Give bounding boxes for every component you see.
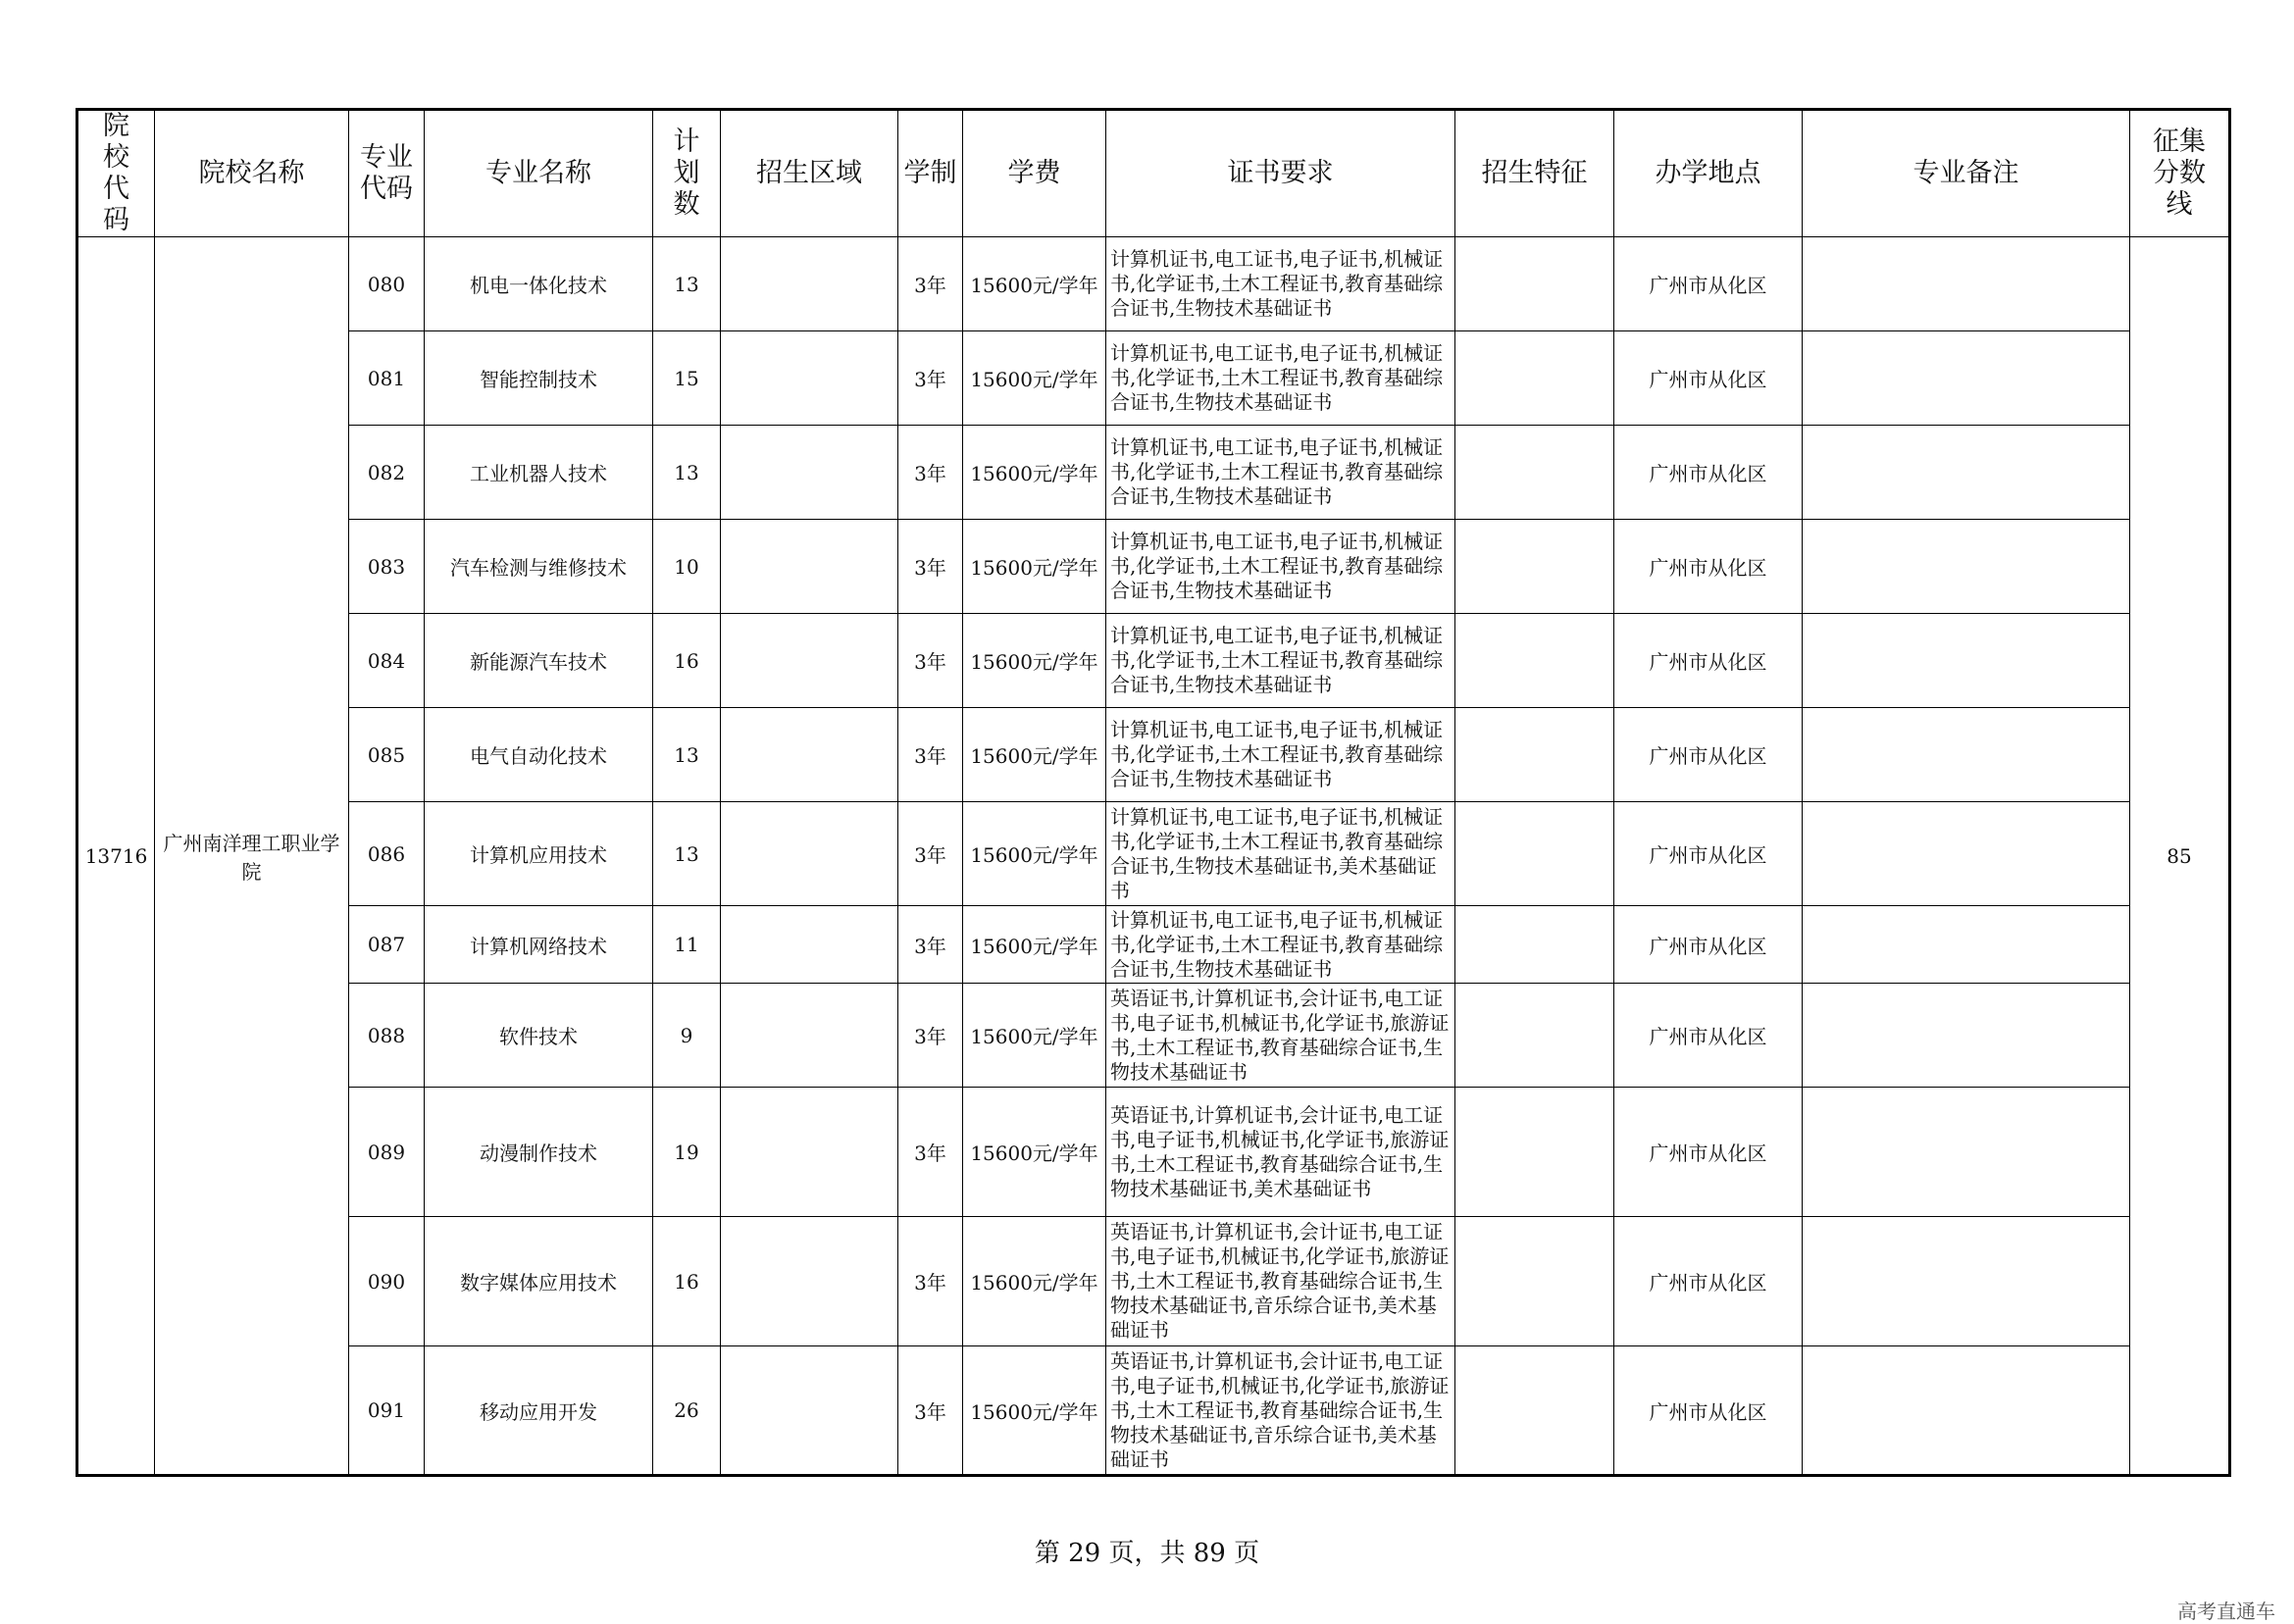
table-row bbox=[77, 1346, 2230, 1476]
duration-cell: 3年 bbox=[898, 984, 963, 1088]
major-code-cell: 082 bbox=[349, 426, 425, 520]
major-code-cell: 091 bbox=[349, 1346, 425, 1476]
header-duration: 学制 bbox=[898, 110, 963, 237]
cutoff-cell: 85 bbox=[2130, 237, 2230, 1476]
remark-cell bbox=[1803, 708, 2130, 802]
remark-cell bbox=[1803, 614, 2130, 708]
major-name-cell: 计算机网络技术 bbox=[425, 906, 653, 984]
location-cell: 广州市从化区 bbox=[1614, 614, 1803, 708]
table-body bbox=[77, 237, 2230, 1476]
tuition-cell: 15600元/学年 bbox=[963, 708, 1106, 802]
header-row bbox=[77, 110, 2230, 237]
feature-cell bbox=[1455, 331, 1614, 426]
certificate-cell: 英语证书,计算机证书,会计证书,电工证书,电子证书,机械证书,化学证书,旅游证书,土木工程证书,教育基础综合证书,生物技术基础证书,音乐综合证书,美术基础证书 bbox=[1106, 1217, 1455, 1346]
remark-cell bbox=[1803, 802, 2130, 906]
duration-cell: 3年 bbox=[898, 1346, 963, 1476]
feature-cell bbox=[1455, 520, 1614, 614]
location-cell: 广州市从化区 bbox=[1614, 802, 1803, 906]
tuition-cell: 15600元/学年 bbox=[963, 1217, 1106, 1346]
school-code-cell: 13716 bbox=[77, 237, 155, 1476]
header-region: 招生区域 bbox=[721, 110, 898, 237]
major-name-cell: 软件技术 bbox=[425, 984, 653, 1088]
major-code-cell: 090 bbox=[349, 1217, 425, 1346]
duration-cell: 3年 bbox=[898, 802, 963, 906]
region-cell bbox=[721, 1217, 898, 1346]
major-name-cell: 计算机应用技术 bbox=[425, 802, 653, 906]
table-row bbox=[77, 1217, 2230, 1346]
certificate-cell: 计算机证书,电工证书,电子证书,机械证书,化学证书,土木工程证书,教育基础综合证书,生物技术基础证书 bbox=[1106, 237, 1455, 331]
tuition-cell: 15600元/学年 bbox=[963, 984, 1106, 1088]
region-cell bbox=[721, 1346, 898, 1476]
remark-cell bbox=[1803, 984, 2130, 1088]
feature-cell bbox=[1455, 906, 1614, 984]
certificate-cell: 计算机证书,电工证书,电子证书,机械证书,化学证书,土木工程证书,教育基础综合证书,生物技术基础证书 bbox=[1106, 520, 1455, 614]
major-name-cell: 新能源汽车技术 bbox=[425, 614, 653, 708]
major-name-cell: 汽车检测与维修技术 bbox=[425, 520, 653, 614]
certificate-cell: 计算机证书,电工证书,电子证书,机械证书,化学证书,土木工程证书,教育基础综合证书,生物技术基础证书 bbox=[1106, 331, 1455, 426]
major-code-cell: 081 bbox=[349, 331, 425, 426]
region-cell bbox=[721, 984, 898, 1088]
feature-cell bbox=[1455, 1088, 1614, 1217]
duration-cell: 3年 bbox=[898, 1217, 963, 1346]
location-cell: 广州市从化区 bbox=[1614, 708, 1803, 802]
location-cell: 广州市从化区 bbox=[1614, 520, 1803, 614]
school-name-cell: 广州南洋理工职业学院 bbox=[155, 237, 349, 1476]
major-code-cell: 086 bbox=[349, 802, 425, 906]
plan-cell: 26 bbox=[653, 1346, 721, 1476]
feature-cell bbox=[1455, 984, 1614, 1088]
feature-cell bbox=[1455, 614, 1614, 708]
location-cell: 广州市从化区 bbox=[1614, 237, 1803, 331]
header-plan: 计划数 bbox=[653, 110, 721, 237]
tuition-cell: 15600元/学年 bbox=[963, 614, 1106, 708]
major-code-cell: 080 bbox=[349, 237, 425, 331]
tuition-cell: 15600元/学年 bbox=[963, 426, 1106, 520]
duration-cell: 3年 bbox=[898, 614, 963, 708]
region-cell bbox=[721, 237, 898, 331]
plan-cell: 13 bbox=[653, 802, 721, 906]
tuition-cell: 15600元/学年 bbox=[963, 1088, 1106, 1217]
remark-cell bbox=[1803, 520, 2130, 614]
remark-cell bbox=[1803, 1088, 2130, 1217]
tuition-cell: 15600元/学年 bbox=[963, 520, 1106, 614]
plan-cell: 16 bbox=[653, 614, 721, 708]
major-name-cell: 智能控制技术 bbox=[425, 331, 653, 426]
region-cell bbox=[721, 708, 898, 802]
location-cell: 广州市从化区 bbox=[1614, 1346, 1803, 1476]
major-name-cell: 数字媒体应用技术 bbox=[425, 1217, 653, 1346]
major-name-cell: 机电一体化技术 bbox=[425, 237, 653, 331]
header-cutoff: 征集分数线 bbox=[2130, 110, 2230, 237]
duration-cell: 3年 bbox=[898, 906, 963, 984]
duration-cell: 3年 bbox=[898, 708, 963, 802]
plan-cell: 9 bbox=[653, 984, 721, 1088]
plan-cell: 11 bbox=[653, 906, 721, 984]
admission-table bbox=[76, 108, 2231, 1477]
region-cell bbox=[721, 426, 898, 520]
header-major-code: 专业代码 bbox=[349, 110, 425, 237]
admission-table-container bbox=[76, 108, 2231, 1477]
header-major-name: 专业名称 bbox=[425, 110, 653, 237]
certificate-cell: 计算机证书,电工证书,电子证书,机械证书,化学证书,土木工程证书,教育基础综合证书,生物技术基础证书 bbox=[1106, 708, 1455, 802]
tuition-cell: 15600元/学年 bbox=[963, 802, 1106, 906]
major-code-cell: 085 bbox=[349, 708, 425, 802]
plan-cell: 16 bbox=[653, 1217, 721, 1346]
duration-cell: 3年 bbox=[898, 426, 963, 520]
location-cell: 广州市从化区 bbox=[1614, 1088, 1803, 1217]
region-cell bbox=[721, 520, 898, 614]
major-code-cell: 089 bbox=[349, 1088, 425, 1217]
remark-cell bbox=[1803, 1217, 2130, 1346]
table-row bbox=[77, 1088, 2230, 1217]
certificate-cell: 计算机证书,电工证书,电子证书,机械证书,化学证书,土木工程证书,教育基础综合证书,生物技术基础证书 bbox=[1106, 614, 1455, 708]
major-name-cell: 电气自动化技术 bbox=[425, 708, 653, 802]
certificate-cell: 计算机证书,电工证书,电子证书,机械证书,化学证书,土木工程证书,教育基础综合证书,生物技术基础证书 bbox=[1106, 426, 1455, 520]
major-code-cell: 088 bbox=[349, 984, 425, 1088]
location-cell: 广州市从化区 bbox=[1614, 426, 1803, 520]
major-code-cell: 083 bbox=[349, 520, 425, 614]
feature-cell bbox=[1455, 1217, 1614, 1346]
table-row bbox=[77, 426, 2230, 520]
region-cell bbox=[721, 802, 898, 906]
feature-cell bbox=[1455, 708, 1614, 802]
tuition-cell: 15600元/学年 bbox=[963, 331, 1106, 426]
table-row bbox=[77, 331, 2230, 426]
plan-cell: 13 bbox=[653, 237, 721, 331]
plan-cell: 19 bbox=[653, 1088, 721, 1217]
duration-cell: 3年 bbox=[898, 331, 963, 426]
page-number: 第 29 页，共 89 页 bbox=[1034, 1539, 1260, 1568]
remark-cell bbox=[1803, 1346, 2130, 1476]
major-name-cell: 移动应用开发 bbox=[425, 1346, 653, 1476]
header-certificate: 证书要求 bbox=[1106, 110, 1455, 237]
certificate-cell: 英语证书,计算机证书,会计证书,电工证书,电子证书,机械证书,化学证书,旅游证书,土木工程证书,教育基础综合证书,生物技术基础证书,美术基础证书 bbox=[1106, 1088, 1455, 1217]
feature-cell bbox=[1455, 802, 1614, 906]
remark-cell bbox=[1803, 906, 2130, 984]
location-cell: 广州市从化区 bbox=[1614, 331, 1803, 426]
region-cell bbox=[721, 614, 898, 708]
region-cell bbox=[721, 331, 898, 426]
tuition-cell: 15600元/学年 bbox=[963, 237, 1106, 331]
table-row bbox=[77, 984, 2230, 1088]
region-cell bbox=[721, 1088, 898, 1217]
certificate-cell: 英语证书,计算机证书,会计证书,电工证书,电子证书,机械证书,化学证书,旅游证书,土木工程证书,教育基础综合证书,生物技术基础证书,音乐综合证书,美术基础证书 bbox=[1106, 1346, 1455, 1476]
major-code-cell: 087 bbox=[349, 906, 425, 984]
duration-cell: 3年 bbox=[898, 520, 963, 614]
major-name-cell: 工业机器人技术 bbox=[425, 426, 653, 520]
duration-cell: 3年 bbox=[898, 237, 963, 331]
table-row bbox=[77, 614, 2230, 708]
header-school-name: 院校名称 bbox=[155, 110, 349, 237]
header-school-code: 院校代码 bbox=[77, 110, 155, 237]
feature-cell bbox=[1455, 237, 1614, 331]
region-cell bbox=[721, 906, 898, 984]
location-cell: 广州市从化区 bbox=[1614, 906, 1803, 984]
header-remark: 专业备注 bbox=[1803, 110, 2130, 237]
tuition-cell: 15600元/学年 bbox=[963, 1346, 1106, 1476]
certificate-cell: 英语证书,计算机证书,会计证书,电工证书,电子证书,机械证书,化学证书,旅游证书,土木工程证书,教育基础综合证书,生物技术基础证书 bbox=[1106, 984, 1455, 1088]
header-feature: 招生特征 bbox=[1455, 110, 1614, 237]
certificate-cell: 计算机证书,电工证书,电子证书,机械证书,化学证书,土木工程证书,教育基础综合证书,生物技术基础证书 bbox=[1106, 906, 1455, 984]
watermark-text: 高考直通车 bbox=[2177, 1599, 2275, 1623]
table-row bbox=[77, 520, 2230, 614]
major-code-cell: 084 bbox=[349, 614, 425, 708]
table-row bbox=[77, 802, 2230, 906]
plan-cell: 13 bbox=[653, 426, 721, 520]
tuition-cell: 15600元/学年 bbox=[963, 906, 1106, 984]
feature-cell bbox=[1455, 1346, 1614, 1476]
header-location: 办学地点 bbox=[1614, 110, 1803, 237]
location-cell: 广州市从化区 bbox=[1614, 984, 1803, 1088]
table-row bbox=[77, 906, 2230, 984]
plan-cell: 10 bbox=[653, 520, 721, 614]
major-name-cell: 动漫制作技术 bbox=[425, 1088, 653, 1217]
duration-cell: 3年 bbox=[898, 1088, 963, 1217]
certificate-cell: 计算机证书,电工证书,电子证书,机械证书,化学证书,土木工程证书,教育基础综合证书,生物技术基础证书,美术基础证书 bbox=[1106, 802, 1455, 906]
table-row bbox=[77, 237, 2230, 331]
plan-cell: 15 bbox=[653, 331, 721, 426]
table-row bbox=[77, 708, 2230, 802]
header-tuition: 学费 bbox=[963, 110, 1106, 237]
location-cell: 广州市从化区 bbox=[1614, 1217, 1803, 1346]
remark-cell bbox=[1803, 426, 2130, 520]
remark-cell bbox=[1803, 237, 2130, 331]
plan-cell: 13 bbox=[653, 708, 721, 802]
remark-cell bbox=[1803, 331, 2130, 426]
feature-cell bbox=[1455, 426, 1614, 520]
